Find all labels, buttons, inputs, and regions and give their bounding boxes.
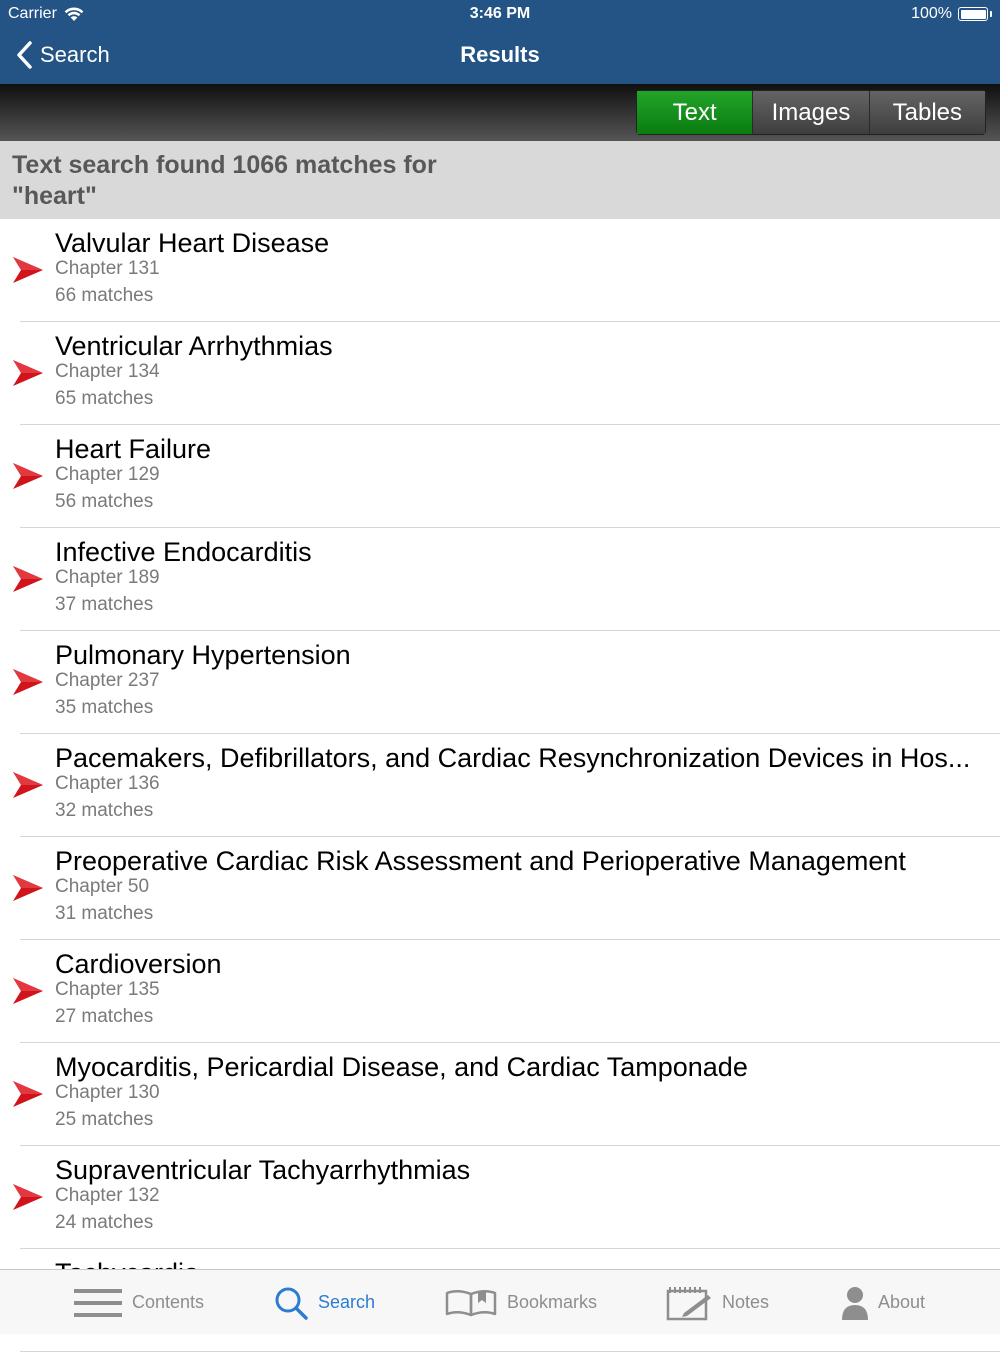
- red-arrow-icon: [12, 976, 44, 1006]
- result-row[interactable]: [0, 219, 1000, 322]
- result-match-count: 31 matches: [55, 903, 154, 924]
- result-title: Supraventricular Tachyarrhythmias: [55, 1155, 471, 1185]
- result-match-count: 35 matches: [55, 697, 154, 718]
- result-chapter: Chapter 237: [55, 670, 160, 691]
- result-row[interactable]: [0, 1146, 1000, 1249]
- result-chapter: Chapter 131: [55, 258, 160, 279]
- result-match-count: 66 matches: [55, 285, 154, 306]
- result-title: Ventricular Arrhythmias: [55, 331, 333, 361]
- result-type-segmented-control: [636, 90, 986, 135]
- result-title: Infective Endocarditis: [55, 537, 312, 567]
- result-chapter: Chapter 189: [55, 567, 160, 588]
- tab-notes-label: Notes: [722, 1292, 770, 1312]
- battery-percent: 100%: [911, 5, 952, 22]
- tab-contents-label: Contents: [132, 1292, 205, 1312]
- tab-contents[interactable]: [74, 1270, 204, 1335]
- tab-about[interactable]: [842, 1270, 925, 1335]
- result-match-count: 24 matches: [55, 1212, 154, 1233]
- result-title: Preoperative Cardiac Risk Assessment and Perioperative Management: [55, 846, 906, 876]
- result-chapter: Chapter 136: [55, 773, 160, 794]
- result-chapter: Chapter 129: [55, 464, 160, 485]
- status-bar: [0, 0, 1000, 28]
- page-title: Results: [460, 42, 540, 67]
- result-chapter: Chapter 134: [55, 361, 160, 382]
- result-row[interactable]: [0, 322, 1000, 425]
- tab-bar: [0, 1269, 1000, 1334]
- result-title: Cardioversion: [55, 949, 222, 979]
- red-arrow-icon: [12, 1182, 44, 1212]
- chevron-left-icon: [14, 40, 34, 70]
- result-chapter: Chapter 130: [55, 1082, 160, 1103]
- result-title: Valvular Heart Disease: [55, 228, 330, 258]
- segment-text[interactable]: Text: [637, 91, 752, 134]
- filter-toolbar: [0, 84, 1000, 141]
- red-arrow-icon: [12, 564, 44, 594]
- results-list[interactable]: [0, 219, 1000, 1269]
- result-title: Pulmonary Hypertension: [55, 640, 351, 670]
- search-summary-banner: [0, 141, 1000, 219]
- carrier-label: Carrier: [8, 5, 57, 22]
- result-match-count: 32 matches: [55, 800, 154, 821]
- result-row[interactable]: [0, 734, 1000, 837]
- tab-search[interactable]: [274, 1270, 375, 1335]
- person-icon: [842, 1286, 868, 1320]
- red-arrow-icon: [12, 770, 44, 800]
- result-row[interactable]: [0, 1043, 1000, 1146]
- battery-indicator: [911, 5, 992, 23]
- red-arrow-icon: [12, 873, 44, 903]
- result-chapter: Chapter 132: [55, 1185, 160, 1206]
- result-chapter: Chapter 135: [55, 979, 160, 1000]
- tab-bookmarks[interactable]: [445, 1270, 597, 1335]
- result-match-count: 27 matches: [55, 1006, 154, 1027]
- result-match-count: 56 matches: [55, 491, 154, 512]
- back-button-label: Search: [40, 42, 110, 67]
- result-row[interactable]: [0, 425, 1000, 528]
- red-arrow-icon: [12, 1079, 44, 1109]
- segment-images[interactable]: Images: [752, 91, 868, 134]
- notepad-icon: [666, 1285, 712, 1321]
- tab-notes[interactable]: [666, 1270, 769, 1335]
- list-icon: [74, 1286, 122, 1320]
- navigation-bar: [0, 0, 1000, 84]
- result-match-count: 65 matches: [55, 388, 154, 409]
- result-row[interactable]: [0, 837, 1000, 940]
- red-arrow-icon: [12, 667, 44, 697]
- red-arrow-icon: [12, 358, 44, 388]
- red-arrow-icon: [12, 461, 44, 491]
- result-row[interactable]: [0, 528, 1000, 631]
- result-row[interactable]: [0, 631, 1000, 734]
- back-button[interactable]: [14, 38, 110, 72]
- clock: 3:46 PM: [469, 5, 531, 22]
- book-icon: [445, 1288, 497, 1318]
- search-icon: [274, 1286, 308, 1320]
- result-match-count: 37 matches: [55, 594, 154, 615]
- tab-about-label: About: [878, 1292, 926, 1312]
- search-summary-text: Text search found 1066 matches for "heart": [12, 151, 437, 210]
- result-chapter: Chapter 50: [55, 876, 150, 897]
- result-title: Heart Failure: [55, 434, 212, 464]
- tab-bookmarks-label: Bookmarks: [507, 1292, 598, 1312]
- result-title: Myocarditis, Pericardial Disease, and Cardiac Tamponade: [55, 1052, 748, 1082]
- segment-tables[interactable]: Tables: [869, 91, 985, 134]
- result-match-count: 25 matches: [55, 1109, 154, 1130]
- result-title: Pacemakers, Defibrillators, and Cardiac Resynchronization Devices in Hos...: [55, 743, 971, 773]
- red-arrow-icon: [12, 255, 44, 285]
- result-row[interactable]: [0, 940, 1000, 1043]
- battery-icon: [958, 7, 988, 21]
- tab-search-label: Search: [318, 1292, 376, 1312]
